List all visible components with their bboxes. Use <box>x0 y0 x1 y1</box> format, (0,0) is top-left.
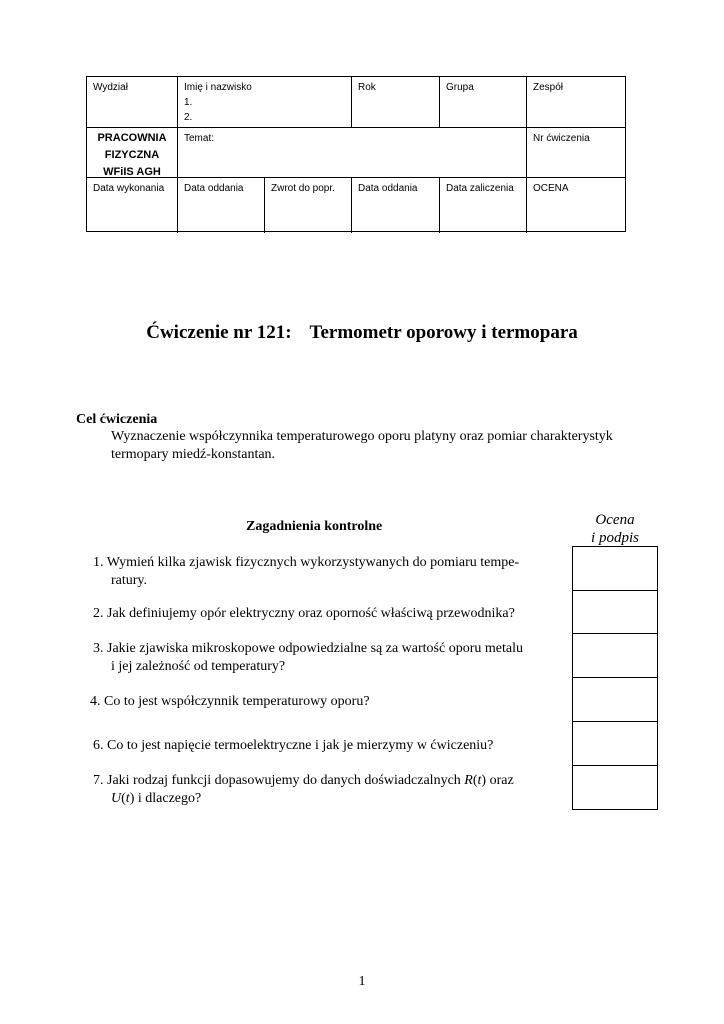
date-submitted-2-cell <box>352 178 440 233</box>
question-7-text-b: oraz <box>486 773 514 788</box>
date-submitted-label: Data oddania <box>184 183 244 194</box>
grade-boxes <box>572 546 658 810</box>
faculty-label: Wydział <box>93 82 128 93</box>
group-label: Grupa <box>446 82 474 93</box>
question-1-line-1: 1. Wymień kilka zjawisk fizycznych wykorzystywanych do pomiaru tempe- <box>93 555 520 570</box>
name-cell <box>178 77 352 127</box>
question-1-line-2: ratury. <box>111 573 148 588</box>
form-row-3 <box>87 178 625 233</box>
grade-label-form: OCENA <box>533 183 569 194</box>
lab-cell <box>87 128 178 177</box>
year-label: Rok <box>358 82 376 93</box>
form-row-1 <box>87 77 625 128</box>
page-number: 1 <box>358 974 366 989</box>
control-questions-heading: Zagadnienia kontrolne <box>246 519 383 534</box>
header-form-table <box>86 76 626 232</box>
grade-box-6[interactable] <box>573 766 657 809</box>
grade-box-2[interactable] <box>573 591 657 634</box>
name-label: Imię i nazwisko <box>184 82 252 93</box>
goal-line-1: Wyznaczenie współczynnika temperaturowego oporu platyny oraz pomiar charakterystyk <box>111 429 613 444</box>
lab-line-3: WFiIS AGH <box>103 166 161 178</box>
question-2 <box>93 605 515 623</box>
returned-label: Zwrot do popr. <box>271 183 335 194</box>
question-6 <box>93 737 493 755</box>
lab-line-2: FIZYCZNA <box>104 149 160 161</box>
goal-text <box>111 428 651 464</box>
grade-cell <box>527 178 627 233</box>
grade-box-5[interactable] <box>573 722 657 766</box>
symbol-r-t: t <box>477 773 482 788</box>
topic-label: Temat: <box>184 133 215 144</box>
grade-label-line-1: Ocena <box>595 512 635 528</box>
symbol-u: U <box>111 791 122 806</box>
question-6-line-1: 6. Co to jest napięcie termoelektryczne i jak je mierzymy w ćwiczeniu? <box>93 738 494 753</box>
group-cell <box>440 77 527 127</box>
grade-box-1[interactable] <box>573 547 657 591</box>
question-4-line-1: 4. Co to jest współczynnik temperaturowy oporu? <box>90 694 370 709</box>
question-4 <box>90 693 370 711</box>
question-2-line-1: 2. Jak definiujemy opór elektryczny oraz oporność właściwą przewodnika? <box>93 606 515 621</box>
form-row-2 <box>87 128 625 178</box>
date-passed-cell <box>440 178 527 233</box>
year-cell <box>352 77 440 127</box>
grade-signature-label <box>572 511 658 547</box>
date-submitted-cell <box>178 178 265 233</box>
symbol-r: R <box>464 773 473 788</box>
question-3-line-2: i jej zależność od temperatury? <box>111 659 286 674</box>
exercise-name: Termometr oporowy i termopara <box>309 322 578 343</box>
grade-box-4[interactable] <box>573 678 657 722</box>
name-line-2: 2. <box>184 112 193 123</box>
page-title <box>0 322 724 344</box>
team-cell <box>527 77 627 127</box>
name-line-1: 1. <box>184 97 193 108</box>
goal-line-2: termopary miedź-konstantan. <box>111 447 276 462</box>
question-7-text-c: i dlaczego? <box>134 791 202 806</box>
question-1 <box>93 554 519 590</box>
question-3-line-1: 3. Jakie zjawiska mikroskopowe odpowiedzialne są za wartość oporu metalu <box>93 641 523 656</box>
question-3 <box>93 640 523 676</box>
symbol-u-t: t <box>125 791 130 806</box>
topic-cell <box>178 128 527 177</box>
team-label: Zespół <box>533 82 564 93</box>
question-7-line-2: U(t) i dlaczego? <box>111 791 202 806</box>
date-done-cell <box>87 178 178 233</box>
goal-heading: Cel ćwiczenia <box>76 412 158 427</box>
exercise-number-cell <box>527 128 627 177</box>
grade-box-3[interactable] <box>573 634 657 678</box>
question-7-line-1: 7. Jaki rodzaj funkcji dopasowujemy do danych doświadczalnych R(t) oraz <box>93 773 514 788</box>
date-submitted-2-label: Data oddania <box>358 183 418 194</box>
question-7-text-a: 7. Jaki rodzaj funkcji dopasowujemy do danych doświadczalnych <box>93 773 465 788</box>
grade-label-line-2: i podpis <box>591 530 639 546</box>
returned-cell <box>265 178 352 233</box>
exercise-number: Ćwiczenie nr 121: <box>146 322 292 343</box>
date-done-label: Data wykonania <box>93 183 165 194</box>
date-passed-label: Data zaliczenia <box>446 183 514 194</box>
question-7 <box>93 772 514 808</box>
lab-line-1: PRACOWNIA <box>97 132 167 144</box>
exercise-number-label: Nr ćwiczenia <box>533 133 590 144</box>
faculty-cell <box>87 77 178 127</box>
